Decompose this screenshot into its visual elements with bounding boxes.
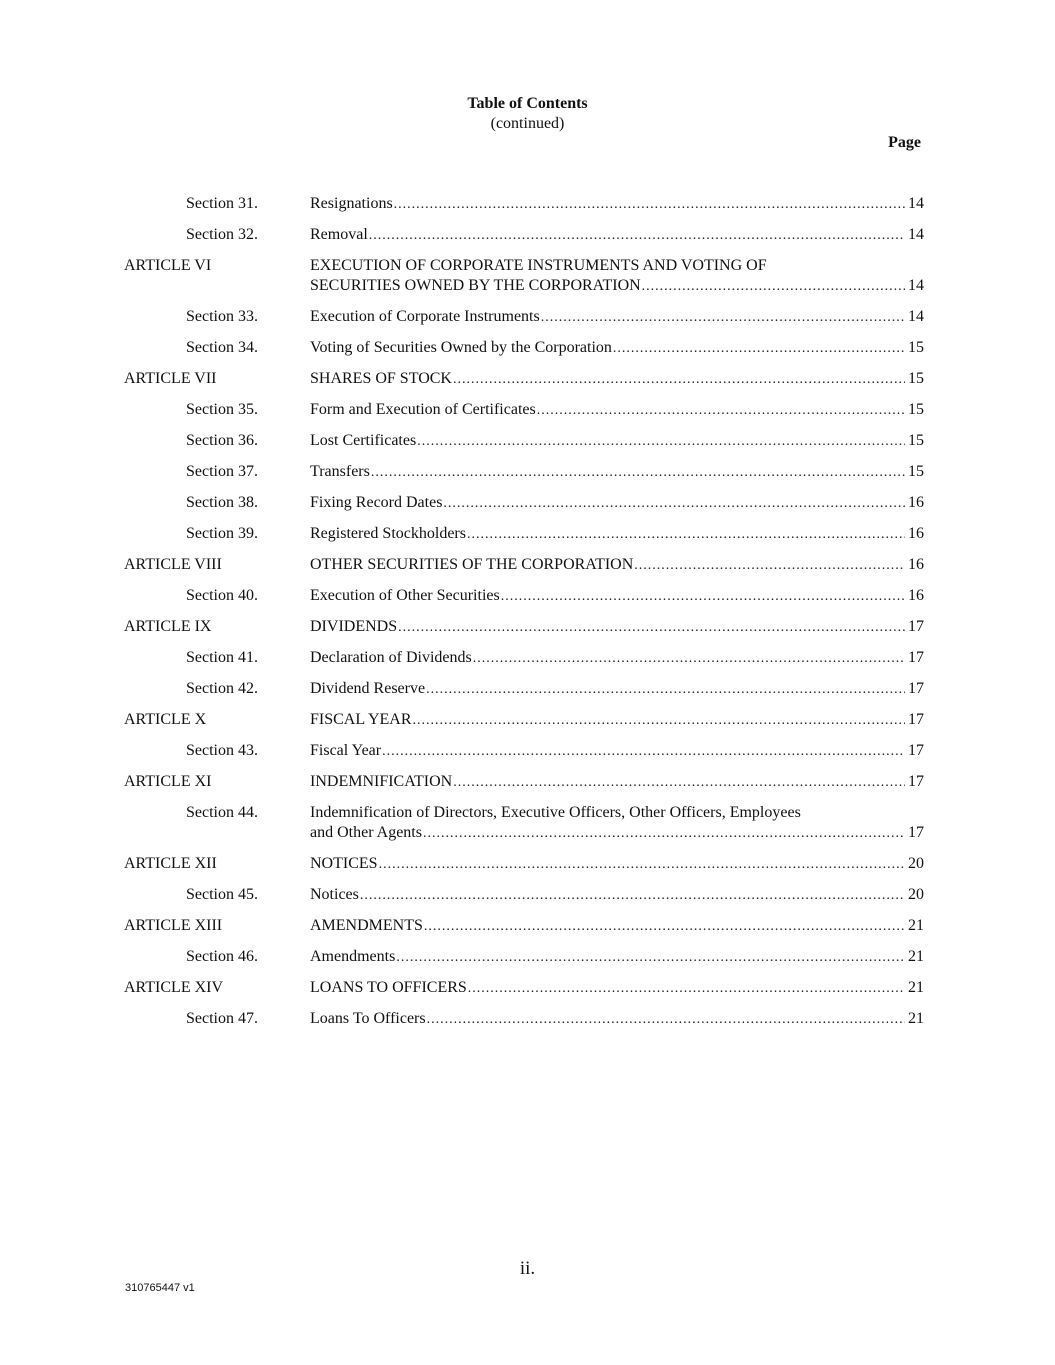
article-number: ARTICLE VIII bbox=[124, 556, 222, 573]
entry-title: Fixing Record Dates bbox=[310, 494, 443, 511]
entry-leader-line bbox=[310, 276, 924, 297]
entry-page-number: 16 bbox=[908, 494, 924, 511]
section-number: Section 31. bbox=[186, 195, 258, 212]
toc-entry bbox=[310, 648, 924, 669]
toc-entry bbox=[310, 885, 924, 906]
toc-section-row bbox=[0, 679, 1055, 700]
entry-title: Fiscal Year bbox=[310, 742, 382, 759]
entry-title: Removal bbox=[310, 226, 368, 243]
section-number: Section 34. bbox=[186, 339, 258, 356]
toc-section-row bbox=[0, 947, 1055, 968]
entry-leader-line bbox=[310, 916, 924, 937]
entry-leader-line bbox=[310, 524, 924, 545]
dot-leader bbox=[394, 195, 905, 215]
toc-title: Table of Contents bbox=[467, 95, 588, 112]
section-number: Section 45. bbox=[186, 886, 258, 903]
toc-entry bbox=[310, 338, 924, 359]
entry-title: DIVIDENDS bbox=[310, 618, 398, 635]
toc-entry bbox=[310, 194, 924, 215]
entry-title: Lost Certificates bbox=[310, 432, 417, 449]
toc-section-row bbox=[0, 1009, 1055, 1030]
toc-entry bbox=[310, 462, 924, 483]
entry-title: OTHER SECURITIES OF THE CORPORATION bbox=[310, 556, 634, 573]
dot-leader bbox=[369, 226, 905, 246]
toc-entry bbox=[310, 400, 924, 421]
toc-article-row bbox=[0, 555, 1055, 576]
entry-page-number: 17 bbox=[908, 618, 924, 635]
entry-leader-line bbox=[310, 854, 924, 875]
entry-page-number: 21 bbox=[908, 979, 924, 996]
toc-section-row bbox=[0, 462, 1055, 483]
toc-subtitle: (continued) bbox=[490, 115, 565, 132]
entry-leader-line bbox=[310, 885, 924, 906]
entry-title: Registered Stockholders bbox=[310, 525, 466, 542]
entry-leader-line bbox=[310, 307, 924, 328]
dot-leader bbox=[541, 308, 905, 328]
dot-leader bbox=[467, 525, 905, 545]
entry-title: LOANS TO OFFICERS bbox=[310, 979, 467, 996]
entry-page-number: 15 bbox=[908, 370, 924, 387]
toc-article-row bbox=[0, 978, 1055, 999]
dot-leader bbox=[424, 917, 905, 937]
dot-leader bbox=[371, 463, 905, 483]
entry-leader-line bbox=[310, 617, 924, 638]
entry-leader-line bbox=[310, 586, 924, 607]
article-number: ARTICLE XIII bbox=[124, 917, 223, 934]
entry-page-number: 17 bbox=[908, 742, 924, 759]
entry-leader-line bbox=[310, 947, 924, 968]
entry-title: AMENDMENTS bbox=[310, 917, 423, 934]
entry-title: NOTICES bbox=[310, 855, 378, 872]
dot-leader bbox=[396, 948, 905, 968]
entry-title: Dividend Reserve bbox=[310, 680, 426, 697]
entry-leader-line bbox=[310, 823, 924, 844]
toc-section-row bbox=[0, 586, 1055, 607]
toc-entry bbox=[310, 586, 924, 607]
dot-leader bbox=[413, 711, 906, 731]
article-number: ARTICLE VII bbox=[124, 370, 217, 387]
toc-article-row bbox=[0, 617, 1055, 638]
entry-leader-line bbox=[310, 400, 924, 421]
section-number: Section 38. bbox=[186, 494, 258, 511]
entry-page-number: 14 bbox=[908, 226, 924, 243]
section-number: Section 40. bbox=[186, 587, 258, 604]
entry-page-number: 17 bbox=[908, 773, 924, 790]
toc-entry bbox=[310, 679, 924, 700]
toc-header bbox=[0, 94, 1055, 134]
toc-article-row bbox=[0, 256, 1055, 297]
section-number: Section 32. bbox=[186, 226, 258, 243]
entry-leader-line bbox=[310, 493, 924, 514]
toc-entry bbox=[310, 431, 924, 452]
entry-page-number: 15 bbox=[908, 463, 924, 480]
entry-title: Declaration of Dividends bbox=[310, 649, 472, 666]
section-number: Section 37. bbox=[186, 463, 258, 480]
dot-leader bbox=[398, 618, 905, 638]
entry-leader-line bbox=[310, 369, 924, 390]
dot-leader bbox=[634, 556, 905, 576]
section-number: Section 36. bbox=[186, 432, 258, 449]
entry-page-number: 17 bbox=[908, 824, 924, 841]
entry-page-number: 20 bbox=[908, 855, 924, 872]
toc-section-row bbox=[0, 741, 1055, 762]
dot-leader bbox=[360, 886, 905, 906]
dot-leader bbox=[468, 979, 905, 999]
toc-entry bbox=[310, 555, 924, 576]
dot-leader bbox=[423, 824, 905, 844]
dot-leader bbox=[613, 339, 905, 359]
toc-section-row bbox=[0, 431, 1055, 452]
entry-title: INDEMNIFICATION bbox=[310, 773, 453, 790]
entry-leader-line bbox=[310, 225, 924, 246]
document-id: 310765447 v1 bbox=[125, 1282, 195, 1294]
toc-entry bbox=[310, 741, 924, 762]
entry-title: Voting of Securities Owned by the Corporation bbox=[310, 339, 612, 356]
toc-section-row bbox=[0, 307, 1055, 328]
toc-entry bbox=[310, 978, 924, 999]
entry-title: SHARES OF STOCK bbox=[310, 370, 452, 387]
article-number: ARTICLE XIV bbox=[124, 979, 224, 996]
entry-title: Execution of Corporate Instruments bbox=[310, 308, 540, 325]
toc-entry bbox=[310, 369, 924, 390]
entry-title: Loans To Officers bbox=[310, 1010, 426, 1027]
dot-leader bbox=[537, 401, 905, 421]
article-number: ARTICLE XII bbox=[124, 855, 217, 872]
section-number: Section 42. bbox=[186, 680, 258, 697]
toc-list bbox=[0, 194, 1055, 1040]
dot-leader bbox=[417, 432, 905, 452]
toc-entry bbox=[310, 916, 924, 937]
article-number: ARTICLE VI bbox=[124, 257, 212, 274]
toc-section-row bbox=[0, 885, 1055, 906]
toc-entry bbox=[310, 307, 924, 328]
entry-leader-line bbox=[310, 741, 924, 762]
entry-leader-line bbox=[310, 772, 924, 793]
toc-article-row bbox=[0, 916, 1055, 937]
entry-page-number: 17 bbox=[908, 711, 924, 728]
toc-entry bbox=[310, 617, 924, 638]
entry-title: FISCAL YEAR bbox=[310, 711, 412, 728]
dot-leader bbox=[426, 680, 905, 700]
toc-entry bbox=[310, 854, 924, 875]
toc-section-row bbox=[0, 194, 1055, 215]
entry-title: SECURITIES OWNED BY THE CORPORATION bbox=[310, 277, 641, 294]
toc-article-row bbox=[0, 710, 1055, 731]
page-column-label: Page bbox=[888, 134, 921, 151]
toc-entry bbox=[310, 710, 924, 731]
toc-article-row bbox=[0, 772, 1055, 793]
entry-title: Amendments bbox=[310, 948, 396, 965]
entry-title: Transfers bbox=[310, 463, 370, 480]
toc-entry bbox=[310, 225, 924, 246]
section-number: Section 35. bbox=[186, 401, 258, 418]
section-number: Section 41. bbox=[186, 649, 258, 666]
entry-page-number: 16 bbox=[908, 556, 924, 573]
toc-section-row bbox=[0, 648, 1055, 669]
entry-leader-line bbox=[310, 1009, 924, 1030]
entry-title: Form and Execution of Certificates bbox=[310, 401, 536, 418]
entry-leader-line bbox=[310, 194, 924, 215]
section-number: Section 46. bbox=[186, 948, 258, 965]
article-number: ARTICLE IX bbox=[124, 618, 212, 635]
entry-title-line1: Indemnification of Directors, Executive Officers, Other Officers, Employees bbox=[310, 804, 801, 821]
entry-page-number: 20 bbox=[908, 886, 924, 903]
section-number: Section 39. bbox=[186, 525, 258, 542]
article-number: ARTICLE X bbox=[124, 711, 207, 728]
entry-page-number: 21 bbox=[908, 1010, 924, 1027]
toc-entry bbox=[310, 493, 924, 514]
entry-page-number: 21 bbox=[908, 917, 924, 934]
entry-page-number: 15 bbox=[908, 432, 924, 449]
entry-leader-line bbox=[310, 555, 924, 576]
entry-title-line1: EXECUTION OF CORPORATE INSTRUMENTS AND VOTING OF bbox=[310, 257, 767, 274]
toc-section-row bbox=[0, 803, 1055, 844]
dot-leader bbox=[453, 370, 905, 390]
entry-page-number: 16 bbox=[908, 587, 924, 604]
entry-page-number: 14 bbox=[908, 195, 924, 212]
entry-leader-line bbox=[310, 462, 924, 483]
entry-title: Resignations bbox=[310, 195, 393, 212]
entry-title: Execution of Other Securities bbox=[310, 587, 500, 604]
dot-leader bbox=[453, 773, 905, 793]
entry-leader-line bbox=[310, 978, 924, 999]
toc-entry bbox=[310, 1009, 924, 1030]
section-number: Section 47. bbox=[186, 1010, 258, 1027]
entry-title: and Other Agents bbox=[310, 824, 422, 841]
section-number: Section 43. bbox=[186, 742, 258, 759]
toc-section-row bbox=[0, 400, 1055, 421]
toc-article-row bbox=[0, 369, 1055, 390]
entry-page-number: 16 bbox=[908, 525, 924, 542]
entry-leader-line bbox=[310, 710, 924, 731]
section-number: Section 44. bbox=[186, 804, 258, 821]
page-number: ii. bbox=[519, 1258, 536, 1279]
toc-entry bbox=[310, 256, 924, 297]
article-number: ARTICLE XI bbox=[124, 773, 212, 790]
entry-leader-line bbox=[310, 679, 924, 700]
toc-section-row bbox=[0, 493, 1055, 514]
toc-entry bbox=[310, 524, 924, 545]
toc-entry bbox=[310, 772, 924, 793]
toc-entry bbox=[310, 947, 924, 968]
dot-leader bbox=[379, 855, 905, 875]
entry-leader-line bbox=[310, 648, 924, 669]
entry-title: Notices bbox=[310, 886, 359, 903]
entry-leader-line bbox=[310, 338, 924, 359]
entry-page-number: 17 bbox=[908, 649, 924, 666]
toc-section-row bbox=[0, 524, 1055, 545]
dot-leader bbox=[382, 742, 905, 762]
dot-leader bbox=[443, 494, 905, 514]
entry-page-number: 17 bbox=[908, 680, 924, 697]
entry-page-number: 14 bbox=[908, 277, 924, 294]
section-number: Section 33. bbox=[186, 308, 258, 325]
entry-page-number: 15 bbox=[908, 401, 924, 418]
dot-leader bbox=[501, 587, 905, 607]
entry-page-number: 21 bbox=[908, 948, 924, 965]
dot-leader bbox=[642, 277, 905, 297]
toc-section-row bbox=[0, 225, 1055, 246]
toc-section-row bbox=[0, 338, 1055, 359]
entry-page-number: 15 bbox=[908, 339, 924, 356]
toc-entry bbox=[310, 803, 924, 844]
dot-leader bbox=[473, 649, 905, 669]
toc-article-row bbox=[0, 854, 1055, 875]
entry-page-number: 14 bbox=[908, 308, 924, 325]
entry-leader-line bbox=[310, 431, 924, 452]
dot-leader bbox=[427, 1010, 905, 1030]
